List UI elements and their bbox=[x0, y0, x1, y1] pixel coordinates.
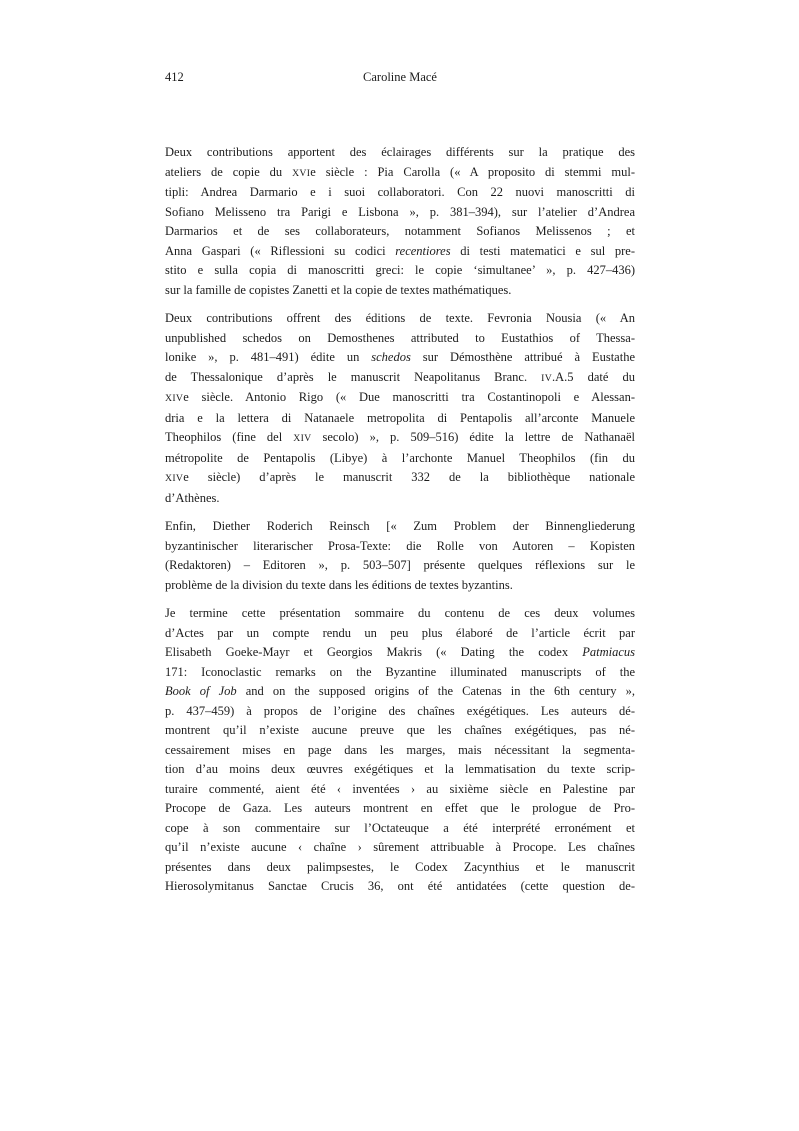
text-line: unpublished schedos on Demosthenes attributed to Eustathios of Thessa- bbox=[165, 330, 635, 345]
text-line: lonike », p. 481–491) édite un schedos sur Démosthène attribué à Eustathe bbox=[165, 350, 636, 364]
text-line: montrent qu’il n’existe aucune preuve que les chaînes exégétiques, pas né- bbox=[165, 723, 635, 737]
text-line: byzantinischer literarischer Prosa-Texte: die Rolle von Autoren – Kopisten bbox=[165, 538, 635, 553]
text-line: métropolite de Pentapolis (Libye) à l’archonte Manuel Theophilos (fin du bbox=[165, 450, 635, 465]
text-line: (Redaktoren) – Editoren », p. 503–507] présente quelques réflexions sur le bbox=[165, 558, 635, 572]
text-line: tipli: Andrea Darmario e i suoi collaboratori. Con 22 nuovi manoscritti di bbox=[165, 185, 635, 199]
smallcaps-run: XVI bbox=[292, 167, 311, 179]
paragraph bbox=[165, 309, 635, 508]
text-line: problème de la division du texte dans les éditions de textes byzantins. bbox=[165, 577, 513, 592]
text-line: sur la famille de copistes Zanetti et la copie de textes mathématiques. bbox=[165, 282, 512, 297]
text-line: cope à son commentaire sur l’Octateuque a été interprété erronément et bbox=[165, 820, 635, 835]
text-line: Book of Job and on the supposed origins of the Catenas in the 6th century », bbox=[165, 684, 635, 698]
text-line: Hierosolymitanus Sanctae Crucis 36, ont été antidatées (cette question de- bbox=[165, 879, 635, 893]
text-line: qu’il n’existe aucune ‹ chaîne › sûrement attribuable à Procope. Les chaînes bbox=[165, 840, 635, 854]
text-line: turaire commenté, aient été ‹ inventées › au sixième siècle en Palestine par bbox=[165, 781, 635, 796]
paragraph bbox=[165, 517, 635, 595]
page-number: 412 bbox=[165, 70, 184, 84]
text-line: tion d’au moins deux œuvres exégétiques et la lemmatisation du texte scrip- bbox=[165, 762, 635, 776]
text-line: Enfin, Diether Roderich Reinsch [« Zum Problem der Binnengliederung bbox=[165, 519, 635, 533]
text-line: Darmarios et de ses collaborateurs, notamment Sofianos Melissenos ; et bbox=[165, 224, 635, 238]
italic-run: schedos bbox=[371, 350, 411, 364]
smallcaps-run: XIV bbox=[293, 433, 312, 444]
text-line: Sofiano Melisseno tra Parigi e Lisbona », p. 381–394), sur l’atelier d’Andrea bbox=[165, 204, 635, 219]
paragraph bbox=[165, 143, 635, 300]
text-line: dria e la lettera di Natanaele metropolita di Pentapolis all’arconte Manuele bbox=[165, 410, 635, 425]
italic-run: recentiores bbox=[395, 243, 451, 258]
text-line: Deux contributions offrent des éditions de texte. Fevronia Nousia (« An bbox=[165, 311, 635, 325]
text-line: Anna Gaspari (« Riflessioni su codici recentiores di testi matematici e sul pre- bbox=[165, 243, 635, 258]
italic-run: Book of Job bbox=[165, 684, 237, 698]
text-line: d’Athènes. bbox=[165, 490, 220, 505]
text-line: ateliers de copie du XVIe siècle : Pia Carolla (« A proposito di stemmi mul- bbox=[165, 164, 635, 179]
text-line: XIVe siècle. Antonio Rigo (« Due manoscritti tra Costantinopoli e Alessan- bbox=[165, 390, 635, 404]
smallcaps-run: XIV bbox=[165, 393, 184, 404]
text-body bbox=[165, 143, 635, 897]
text-line: Procope de Gaza. Les auteurs montrent en effet que le prologue de Pro- bbox=[165, 801, 635, 815]
text-line: p. 437–459) à propos de l’origine des chaînes exégétiques. Les auteurs dé- bbox=[165, 703, 635, 718]
running-head: Caroline Macé bbox=[363, 70, 437, 84]
text-line: présentes dans deux palimpsestes, le Codex Zacynthius et le manuscrit bbox=[165, 859, 635, 874]
smallcaps-run: XIV bbox=[165, 473, 184, 484]
text-line: Theophilos (fine del XIV secolo) », p. 509–516) édite la lettre de Nathanaël bbox=[165, 430, 635, 444]
smallcaps-run: IV bbox=[541, 372, 553, 384]
paragraph bbox=[165, 604, 635, 897]
text-line: d’Actes par un compte rendu un peu plus élaboré de l’article écrit par bbox=[165, 625, 635, 640]
italic-run: Patmiacus bbox=[582, 645, 635, 659]
text-line: XIVe siècle) d’après le manuscrit 332 de la bibliothèque nationale bbox=[165, 470, 635, 484]
page-header bbox=[165, 69, 635, 87]
text-line: de Thessalonique d’après le manuscrit Neapolitanus Branc. IV.A.5 daté du bbox=[165, 369, 635, 384]
text-line: Elisabeth Goeke-Mayr et Georgios Makris (« Dating the codex Patmiacus bbox=[165, 645, 635, 659]
text-line: cessairement mises en page dans les marges, mais nécessitant la segmenta- bbox=[165, 742, 635, 757]
text-line: stito e sulla copia di manoscritti greci: le copie ‘simultanee’ », p. 427–436) bbox=[165, 263, 635, 277]
text-line: Deux contributions apportent des éclairages différents sur la pratique des bbox=[165, 145, 635, 159]
text-line: 171: Iconoclastic remarks on the Byzantine illuminated manuscripts of the bbox=[165, 664, 635, 679]
text-line: Je termine cette présentation sommaire du contenu de ces deux volumes bbox=[165, 606, 635, 620]
